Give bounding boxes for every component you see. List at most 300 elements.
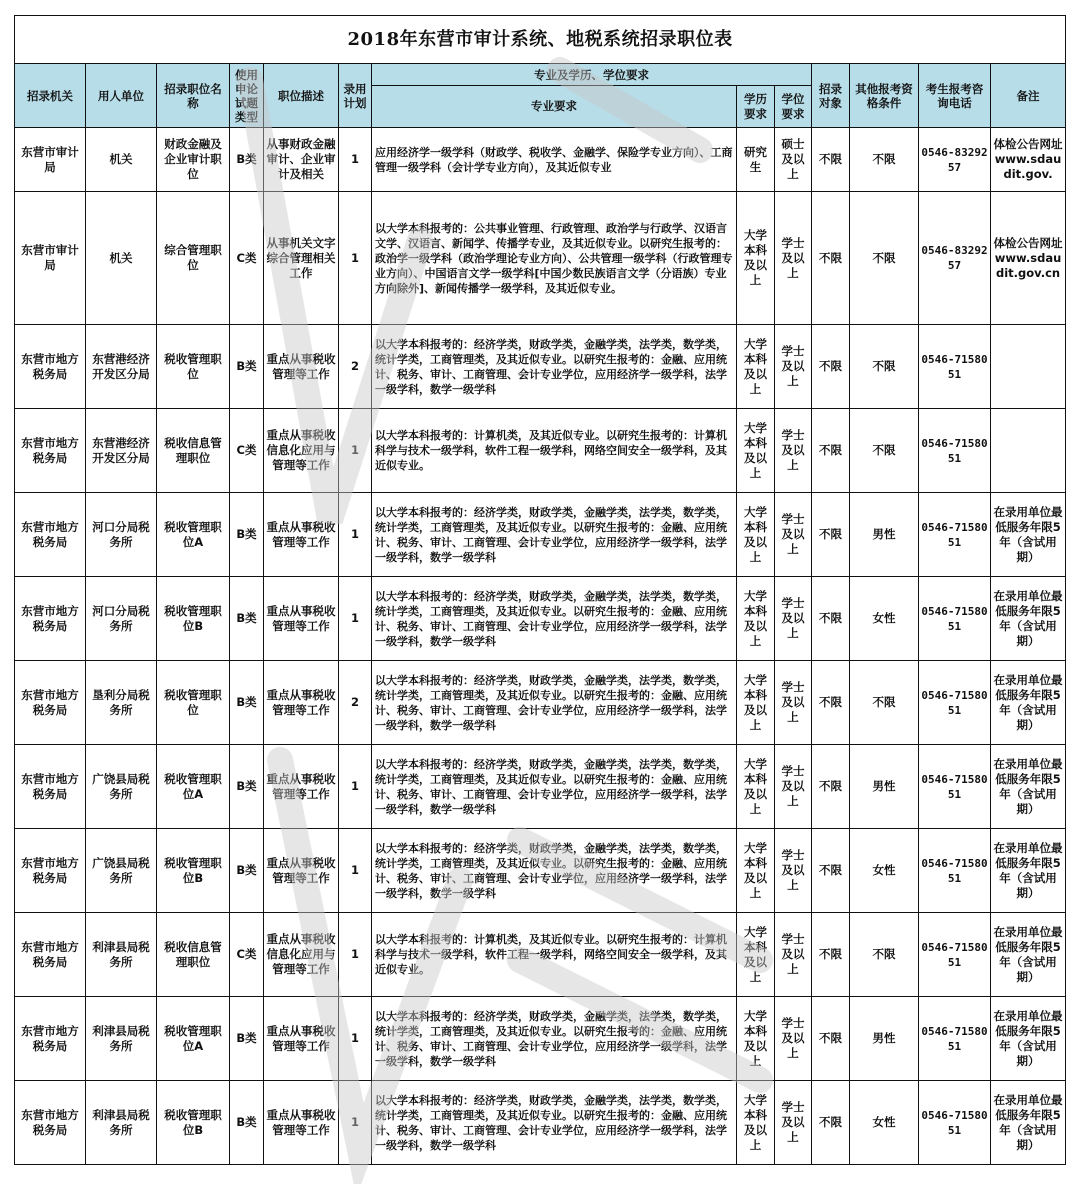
agency-cell <box>15 829 86 913</box>
remark-cell-text: 在录用单位最低服务年限5年（含试用期） <box>993 1092 1063 1152</box>
phone-cell <box>919 997 991 1081</box>
exam-type-cell <box>230 997 264 1081</box>
position-cell-text: 税收信息管理职位 <box>164 939 222 969</box>
header-education: 学历要求 <box>737 86 775 128</box>
phone-cell <box>919 409 991 493</box>
target-cell <box>812 409 850 493</box>
target-cell <box>812 577 850 661</box>
position-cell-text: 税收管理职位A <box>164 771 222 801</box>
agency-cell <box>15 997 86 1081</box>
remark-cell <box>991 409 1066 493</box>
unit-cell <box>86 128 157 192</box>
remark-cell-text: 在录用单位最低服务年限5年（含试用期） <box>993 840 1063 900</box>
agency-cell-text: 东营市地方税务局 <box>21 603 79 633</box>
target-cell-text: 不限 <box>819 779 842 793</box>
agency-cell <box>15 409 86 493</box>
degree-cell-text: 学士及以上 <box>781 932 805 976</box>
target-cell-text: 不限 <box>819 443 842 457</box>
exam-type-cell-text: B类 <box>236 611 257 625</box>
other-cell <box>850 493 919 577</box>
education-cell-text: 大学本科及以上 <box>744 588 767 648</box>
remark-cell-text: 体检公告网址www.sdaudit.gov.cn <box>993 235 1063 280</box>
table-row <box>15 661 1066 745</box>
agency-cell <box>15 493 86 577</box>
description-cell-text: 重点从事税收管理等工作 <box>266 1107 336 1137</box>
exam-type-cell <box>230 128 264 192</box>
count-cell <box>339 577 372 661</box>
position-cell-text: 税收管理职位 <box>164 687 222 717</box>
description-cell-text: 重点从事税收管理等工作 <box>266 351 336 381</box>
major-cell-text: 以大学本科报考的：公共事业管理、行政管理、政治学与行政学、汉语言文学、汉语言、新闻学、传播学专业，及其近似专业。以研究生报考的：政治学一级学科（政治学理论专业方向）、公共管理一级学科（行政管理专业方向）、中国语言文学一级学科[中国少数民族语言文学（分语族）专业方向除外]、新闻传播学一级学科，及其近似专业。 <box>375 221 733 295</box>
phone-cell <box>919 325 991 409</box>
description-cell <box>264 409 339 493</box>
position-cell-text: 税收管理职位 <box>164 351 222 381</box>
education-cell-text: 大学本科及以上 <box>744 228 767 287</box>
count-cell <box>339 661 372 745</box>
education-cell <box>737 913 775 997</box>
description-cell-text: 重点从事税收管理等工作 <box>266 687 336 717</box>
other-cell-text: 不限 <box>872 695 896 709</box>
exam-type-cell-text: B类 <box>236 779 257 793</box>
header-target: 招录对象 <box>812 64 850 128</box>
description-cell <box>264 493 339 577</box>
header-remark: 备注 <box>991 64 1066 128</box>
table-row <box>15 577 1066 661</box>
agency-cell-text: 东营市地方税务局 <box>21 1023 79 1053</box>
count-cell <box>339 829 372 913</box>
education-cell <box>737 128 775 192</box>
count-cell <box>339 409 372 493</box>
unit-cell <box>86 409 157 493</box>
unit-cell-text: 广饶县局税务所 <box>92 855 150 885</box>
agency-cell <box>15 1081 86 1165</box>
exam-type-cell <box>230 577 264 661</box>
position-cell <box>157 829 230 913</box>
exam-type-cell <box>230 192 264 325</box>
table-row <box>15 128 1066 192</box>
exam-type-cell-text: C类 <box>236 250 257 265</box>
agency-cell-text: 东营市地方税务局 <box>21 687 79 717</box>
agency-cell <box>15 192 86 325</box>
education-cell-text: 大学本科及以上 <box>744 756 767 816</box>
description-cell <box>264 325 339 409</box>
degree-cell-text: 学士及以上 <box>781 764 805 808</box>
description-cell-text: 重点从事税收信息化应用与管理等工作 <box>266 932 336 976</box>
education-cell-text: 大学本科及以上 <box>744 336 767 396</box>
agency-cell <box>15 745 86 829</box>
description-cell-text: 从事机关文字综合管理相关工作 <box>266 235 336 280</box>
phone-cell-text: 0546-7158051 <box>921 604 988 633</box>
degree-cell <box>775 661 812 745</box>
unit-cell <box>86 493 157 577</box>
degree-cell-text: 学士及以上 <box>781 344 805 388</box>
description-cell-text: 重点从事税收管理等工作 <box>266 771 336 801</box>
position-cell <box>157 409 230 493</box>
degree-cell <box>775 1081 812 1165</box>
table-row <box>15 829 1066 913</box>
unit-cell <box>86 1081 157 1165</box>
unit-cell-text: 利津县局税务所 <box>92 1107 150 1137</box>
position-cell <box>157 577 230 661</box>
degree-cell <box>775 128 812 192</box>
other-cell-text: 女性 <box>872 863 896 877</box>
agency-cell-text: 东营市地方税务局 <box>21 435 79 465</box>
other-cell <box>850 829 919 913</box>
unit-cell-text: 东营港经济开发区分局 <box>92 351 150 381</box>
target-cell-text: 不限 <box>819 1115 842 1129</box>
other-cell-text: 不限 <box>872 947 896 961</box>
count-cell <box>339 1081 372 1165</box>
table-row <box>15 409 1066 493</box>
unit-cell-text: 河口分局税务所 <box>92 603 150 633</box>
count-cell <box>339 745 372 829</box>
degree-cell <box>775 997 812 1081</box>
exam-type-cell <box>230 325 264 409</box>
recruitment-table-wrapper <box>14 15 1065 1165</box>
remark-cell <box>991 913 1066 997</box>
phone-cell-text: 0546-7158051 <box>921 688 988 717</box>
position-cell <box>157 913 230 997</box>
remark-cell <box>991 192 1066 325</box>
degree-cell-text: 学士及以上 <box>781 680 805 724</box>
remark-cell-text: 在录用单位最低服务年限5年（含试用期） <box>993 1008 1063 1068</box>
position-cell-text: 综合管理职位 <box>164 243 222 272</box>
phone-cell <box>919 913 991 997</box>
other-cell <box>850 128 919 192</box>
table-row <box>15 325 1066 409</box>
header-description: 职位描述 <box>264 64 339 128</box>
education-cell <box>737 493 775 577</box>
count-cell-text: 1 <box>350 779 359 793</box>
unit-cell <box>86 661 157 745</box>
exam-type-cell-text: B类 <box>236 1031 257 1045</box>
phone-cell <box>919 192 991 325</box>
agency-cell-text: 东营市地方税务局 <box>21 771 79 801</box>
description-cell-text: 重点从事税收管理等工作 <box>266 855 336 885</box>
remark-cell-text: 在录用单位最低服务年限5年（含试用期） <box>993 756 1063 816</box>
recruitment-table <box>14 15 1066 1165</box>
degree-cell-text: 学士及以上 <box>781 512 805 556</box>
count-cell <box>339 997 372 1081</box>
header-agency: 招录机关 <box>15 64 86 128</box>
count-cell-text: 1 <box>350 250 359 265</box>
remark-cell <box>991 829 1066 913</box>
count-cell-text: 1 <box>350 443 359 457</box>
major-cell <box>372 577 737 661</box>
major-cell <box>372 661 737 745</box>
header-degree: 学位要求 <box>775 86 812 128</box>
other-cell <box>850 745 919 829</box>
education-cell-text: 大学本科及以上 <box>744 924 767 984</box>
education-cell <box>737 745 775 829</box>
table-row <box>15 997 1066 1081</box>
position-cell-text: 税收管理职位A <box>164 519 222 549</box>
header-major: 专业要求 <box>372 86 737 128</box>
exam-type-cell <box>230 661 264 745</box>
degree-cell <box>775 829 812 913</box>
description-cell <box>264 997 339 1081</box>
remark-cell-text: 在录用单位最低服务年限5年（含试用期） <box>993 924 1063 984</box>
description-cell <box>264 577 339 661</box>
major-cell <box>372 997 737 1081</box>
description-cell <box>264 829 339 913</box>
other-cell-text: 不限 <box>872 250 896 265</box>
unit-cell-text: 利津县局税务所 <box>92 939 150 969</box>
other-cell <box>850 192 919 325</box>
count-cell <box>339 913 372 997</box>
position-cell <box>157 128 230 192</box>
target-cell-text: 不限 <box>819 527 842 541</box>
target-cell <box>812 913 850 997</box>
agency-cell-text: 东营市地方税务局 <box>21 939 79 969</box>
position-cell <box>157 1081 230 1165</box>
position-cell <box>157 997 230 1081</box>
degree-cell-text: 学士及以上 <box>781 848 805 892</box>
phone-cell <box>919 745 991 829</box>
phone-cell-text: 0546-7158051 <box>921 520 988 549</box>
target-cell <box>812 493 850 577</box>
education-cell-text: 大学本科及以上 <box>744 420 767 480</box>
remark-cell-text: 在录用单位最低服务年限5年（含试用期） <box>993 504 1063 564</box>
target-cell-text: 不限 <box>819 947 842 961</box>
major-cell-text: 以大学本科报考的：经济学类，财政学类，金融学类，法学类，数学类，统计学类，工商管理类，及其近似专业。以研究生报考的：金融、应用统计、税务、审计、工商管理、会计专业学位，应用经济学一级学科，法学一级学科，数学一级学科 <box>375 841 727 900</box>
agency-cell-text: 东营市地方税务局 <box>21 519 79 549</box>
education-cell <box>737 192 775 325</box>
position-cell <box>157 192 230 325</box>
unit-cell <box>86 745 157 829</box>
unit-cell <box>86 913 157 997</box>
education-cell <box>737 577 775 661</box>
position-cell <box>157 745 230 829</box>
phone-cell-text: 0546-7158051 <box>921 772 988 801</box>
description-cell-text: 重点从事税收管理等工作 <box>266 519 336 549</box>
degree-cell-text: 学士及以上 <box>781 596 805 640</box>
count-cell <box>339 128 372 192</box>
other-cell <box>850 997 919 1081</box>
table-row <box>15 745 1066 829</box>
agency-cell-text: 东营市审计局 <box>21 243 79 272</box>
agency-cell-text: 东营市审计局 <box>21 144 79 174</box>
target-cell <box>812 997 850 1081</box>
position-cell-text: 税收信息管理职位 <box>164 435 222 465</box>
phone-cell-text: 0546-7158051 <box>921 436 988 465</box>
description-cell <box>264 1081 339 1165</box>
phone-cell-text: 0546-7158051 <box>921 1024 988 1053</box>
education-cell-text: 大学本科及以上 <box>744 1008 767 1068</box>
header-count: 录用计划 <box>339 64 372 128</box>
education-cell <box>737 997 775 1081</box>
education-cell <box>737 1081 775 1165</box>
header-other: 其他报考资格条件 <box>850 64 919 128</box>
other-cell <box>850 577 919 661</box>
remark-cell <box>991 745 1066 829</box>
header-exam-type: 使用申论试题类型 <box>230 64 264 128</box>
description-cell <box>264 192 339 325</box>
remark-cell <box>991 128 1066 192</box>
count-cell-text: 1 <box>350 611 359 625</box>
position-cell-text: 财政金融及企业审计职位 <box>164 137 222 181</box>
exam-type-cell-text: B类 <box>236 695 257 709</box>
education-cell-text: 大学本科及以上 <box>744 840 767 900</box>
major-cell <box>372 745 737 829</box>
major-cell <box>372 325 737 409</box>
count-cell-text: 1 <box>350 527 359 541</box>
description-cell-text: 重点从事税收管理等工作 <box>266 1023 336 1053</box>
other-cell-text: 男性 <box>872 527 896 541</box>
other-cell <box>850 325 919 409</box>
major-cell-text: 以大学本科报考的：经济学类，财政学类，金融学类，法学类，数学类，统计学类，工商管理类，及其近似专业。以研究生报考的：金融、应用统计、税务、审计、工商管理、会计专业学位，应用经济学一级学科，法学一级学科，数学一级学科 <box>375 589 727 648</box>
description-cell <box>264 128 339 192</box>
exam-type-cell-text: B类 <box>236 359 257 373</box>
degree-cell <box>775 913 812 997</box>
description-cell-text: 从事财政金融审计、企业审计及相关 <box>266 137 336 181</box>
phone-cell <box>919 661 991 745</box>
degree-cell <box>775 577 812 661</box>
degree-cell-text: 学士及以上 <box>781 1100 805 1144</box>
education-cell <box>737 661 775 745</box>
unit-cell-text: 垦利分局税务所 <box>92 687 150 717</box>
phone-cell-text: 0546-8329257 <box>921 145 988 174</box>
unit-cell-text: 机关 <box>109 250 133 265</box>
degree-cell-text: 学士及以上 <box>781 1016 805 1060</box>
degree-cell-text: 学士及以上 <box>781 428 805 472</box>
phone-cell <box>919 577 991 661</box>
education-cell <box>737 325 775 409</box>
exam-type-cell <box>230 493 264 577</box>
phone-cell-text: 0546-7158051 <box>921 940 988 969</box>
education-cell-text: 研究生 <box>744 144 767 174</box>
target-cell <box>812 325 850 409</box>
position-cell-text: 税收管理职位A <box>164 1023 222 1053</box>
degree-cell <box>775 409 812 493</box>
major-cell-text: 以大学本科报考的：经济学类，财政学类，金融学类，法学类，数学类，统计学类，工商管理类，及其近似专业。以研究生报考的：金融、应用统计、税务、审计、工商管理、会计专业学位，应用经济学一级学科，法学一级学科，数学一级学科 <box>375 505 727 564</box>
other-cell-text: 女性 <box>872 611 896 625</box>
degree-cell <box>775 325 812 409</box>
agency-cell <box>15 661 86 745</box>
count-cell-text: 1 <box>350 1031 359 1045</box>
agency-cell-text: 东营市地方税务局 <box>21 855 79 885</box>
count-cell <box>339 325 372 409</box>
agency-cell <box>15 325 86 409</box>
other-cell <box>850 661 919 745</box>
exam-type-cell-text: C类 <box>236 947 257 961</box>
phone-cell-text: 0546-7158051 <box>921 856 988 885</box>
count-cell-text: 1 <box>350 947 359 961</box>
exam-type-cell-text: B类 <box>236 863 257 877</box>
phone-cell <box>919 829 991 913</box>
header-phone: 考生报考咨询电话 <box>919 64 991 128</box>
unit-cell-text: 东营港经济开发区分局 <box>92 435 150 465</box>
agency-cell-text: 东营市地方税务局 <box>21 351 79 381</box>
remark-cell-text: 在录用单位最低服务年限5年（含试用期） <box>993 588 1063 648</box>
count-cell <box>339 493 372 577</box>
target-cell <box>812 128 850 192</box>
agency-cell <box>15 128 86 192</box>
unit-cell <box>86 829 157 913</box>
major-cell <box>372 829 737 913</box>
degree-cell-text: 硕士及以上 <box>781 137 805 181</box>
education-cell <box>737 409 775 493</box>
table-body <box>15 128 1066 1165</box>
other-cell-text: 女性 <box>872 1115 896 1129</box>
major-cell-text: 以大学本科报考的：经济学类，财政学类，金融学类，法学类，数学类，统计学类，工商管理类，及其近似专业。以研究生报考的：金融、应用统计、税务、审计、工商管理、会计专业学位，应用经济学一级学科，法学一级学科，数学一级学科 <box>375 1093 727 1152</box>
unit-cell <box>86 997 157 1081</box>
exam-type-cell <box>230 913 264 997</box>
major-cell <box>372 913 737 997</box>
position-cell <box>157 493 230 577</box>
position-cell-text: 税收管理职位B <box>164 603 222 633</box>
remark-cell-text: 体检公告网址www.sdaudit.gov. <box>993 137 1063 181</box>
target-cell <box>812 661 850 745</box>
target-cell-text: 不限 <box>819 1031 842 1045</box>
count-cell <box>339 192 372 325</box>
target-cell <box>812 745 850 829</box>
education-cell <box>737 829 775 913</box>
exam-type-cell <box>230 409 264 493</box>
phone-cell <box>919 493 991 577</box>
count-cell-text: 1 <box>350 1115 359 1129</box>
major-cell-text: 以大学本科报考的：经济学类，财政学类，金融学类，法学类，数学类，统计学类，工商管理类，及其近似专业。以研究生报考的：金融、应用统计、税务、审计、工商管理、会计专业学位，应用经济学一级学科，法学一级学科，数学一级学科 <box>375 337 727 396</box>
count-cell-text: 2 <box>350 359 359 373</box>
degree-cell <box>775 192 812 325</box>
table-row <box>15 913 1066 997</box>
table-title: 2018年东营市审计系统、地税系统招录职位表 <box>15 16 1066 64</box>
unit-cell-text: 机关 <box>109 152 133 166</box>
other-cell-text: 不限 <box>872 443 896 457</box>
major-cell-text: 以大学本科报考的：计算机类，及其近似专业。以研究生报考的：计算机科学与技术一级学科，软件工程一级学科，网络空间安全一级学科，及其近似专业。 <box>375 429 727 472</box>
phone-cell-text: 0546-7158051 <box>921 1108 988 1137</box>
header-major-group: 专业及学历、学位要求 <box>372 64 812 86</box>
exam-type-cell <box>230 1081 264 1165</box>
phone-cell-text: 0546-8329257 <box>921 244 988 272</box>
major-cell <box>372 192 737 325</box>
unit-cell <box>86 325 157 409</box>
target-cell <box>812 1081 850 1165</box>
education-cell-text: 大学本科及以上 <box>744 504 767 564</box>
major-cell <box>372 128 737 192</box>
position-cell-text: 税收管理职位B <box>164 1107 222 1137</box>
table-row <box>15 192 1066 325</box>
exam-type-cell <box>230 745 264 829</box>
count-cell-text: 1 <box>350 152 359 166</box>
remark-cell-text: 在录用单位最低服务年限5年（含试用期） <box>993 672 1063 732</box>
description-cell-text: 重点从事税收管理等工作 <box>266 603 336 633</box>
other-cell-text: 不限 <box>872 152 896 166</box>
major-cell-text: 应用经济学一级学科（财政学、税收学、金融学、保险学专业方向）、工商管理一级学科（会计学专业方向），及其近似专业 <box>375 145 733 174</box>
phone-cell <box>919 128 991 192</box>
major-cell-text: 以大学本科报考的：经济学类，财政学类，金融学类，法学类，数学类，统计学类，工商管理类，及其近似专业。以研究生报考的：金融、应用统计、税务、审计、工商管理、会计专业学位，应用经济学一级学科，法学一级学科，数学一级学科 <box>375 1009 727 1068</box>
remark-cell <box>991 661 1066 745</box>
target-cell <box>812 829 850 913</box>
position-cell-text: 税收管理职位B <box>164 855 222 885</box>
table-row <box>15 493 1066 577</box>
table-row <box>15 1081 1066 1165</box>
major-cell-text: 以大学本科报考的：计算机类，及其近似专业。以研究生报考的：计算机科学与技术一级学科，软件工程一级学科，网络空间安全一级学科，及其近似专业。 <box>375 933 727 976</box>
target-cell <box>812 192 850 325</box>
description-cell <box>264 745 339 829</box>
exam-type-cell <box>230 829 264 913</box>
target-cell-text: 不限 <box>819 863 842 877</box>
target-cell-text: 不限 <box>819 250 842 265</box>
other-cell-text: 不限 <box>872 359 896 373</box>
exam-type-cell-text: B类 <box>236 1115 257 1129</box>
remark-cell <box>991 577 1066 661</box>
header-position: 招录职位名称 <box>157 64 230 128</box>
position-cell <box>157 661 230 745</box>
count-cell-text: 1 <box>350 863 359 877</box>
major-cell-text: 以大学本科报考的：经济学类，财政学类，金融学类，法学类，数学类，统计学类，工商管理类，及其近似专业。以研究生报考的：金融、应用统计、税务、审计、工商管理、会计专业学位，应用经济学一级学科，法学一级学科，数学一级学科 <box>375 673 727 732</box>
target-cell-text: 不限 <box>819 152 842 166</box>
